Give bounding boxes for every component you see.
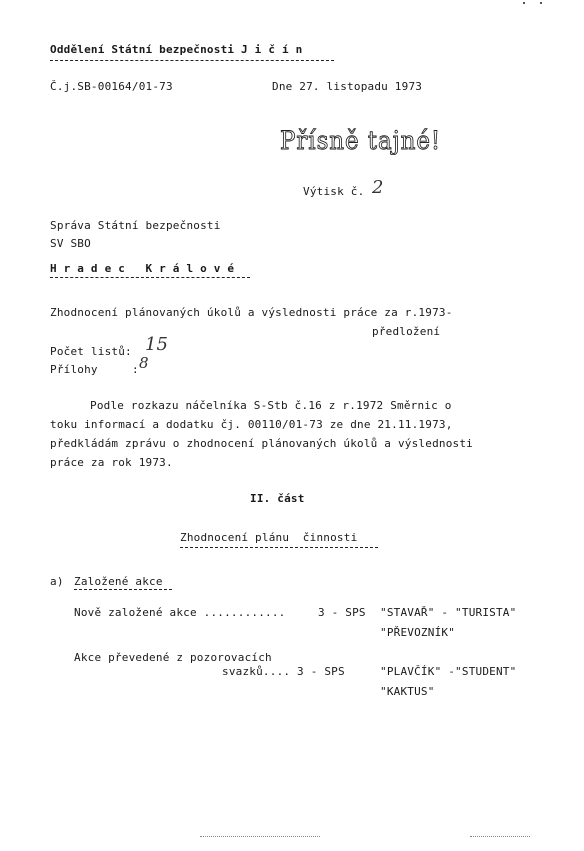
body-line-4: práce za rok 1973. [50,456,173,469]
part-title: II. část [250,492,305,505]
scan-speck [540,2,542,4]
scan-speck [523,2,525,4]
attachments-count-handwritten: 8 [139,354,149,372]
recipient-city: H r a d e c K r á l o v é [50,262,235,275]
scan-artifact-bottom [200,836,320,837]
recipient-line-2: SV SBO [50,237,91,250]
recipient-city-underline [50,277,250,278]
pages-count-handwritten: 15 [145,334,168,355]
item-2-label-continued: svazků.... 3 - SPS [222,665,345,678]
document-date: Dne 27. listopadu 1973 [272,80,423,93]
copy-number-handwritten: 2 [372,177,384,198]
pages-label: Počet listů: [50,345,132,358]
subsection-title: Založené akce [74,575,163,588]
department-heading: Oddělení Státní bezpečnosti J i č í n [50,43,303,56]
copy-label: Výtisk č. [303,185,365,198]
body-line-2: toku informací a dodatku čj. 00110/01-73 ze dne 21.11.1973, [50,418,453,431]
item-1-count: 3 - SPS [318,606,366,619]
item-1-names-line-1: "STAVAŘ" - "TURISTA" [380,606,517,619]
body-line-1: Podle rozkazu náčelníka S-Stb č.16 z r.1972 Směrnic o [90,399,452,412]
subsection-title-underline [74,589,172,590]
item-2-names-line-1: "PLAVČÍK" -"STUDENT" [380,665,517,678]
department-underline [50,60,334,61]
classification-stamp: Přísně tajné! [280,126,442,155]
reference-number: Č.j.SB-00164/01-73 [50,80,173,93]
recipient-line-1: Správa Státní bezpečnosti [50,219,221,232]
section-title-underline [180,547,378,548]
item-1-label: Nově založené akce ............ [74,606,286,619]
attachments-label: Přílohy [50,363,98,376]
item-1-names-line-2: "PŘEVOZNÍK" [380,626,456,639]
item-2-names-line-2: "KAKTUS" [380,685,435,698]
section-title: Zhodnocení plánu činnosti [180,531,358,544]
subsection-marker: a) [50,575,64,588]
subject-line-2: předložení [372,325,441,338]
attachments-colon: : [132,363,139,376]
item-2-label: Akce převedené z pozorovacích [74,651,272,664]
scan-artifact-bottom-right [470,836,530,837]
body-line-3: předkládám zprávu o zhodnocení plánovaných úkolů a výslednosti [50,437,473,450]
subject-line-1: Zhodnocení plánovaných úkolů a výslednosti práce za r.1973- [50,306,453,319]
